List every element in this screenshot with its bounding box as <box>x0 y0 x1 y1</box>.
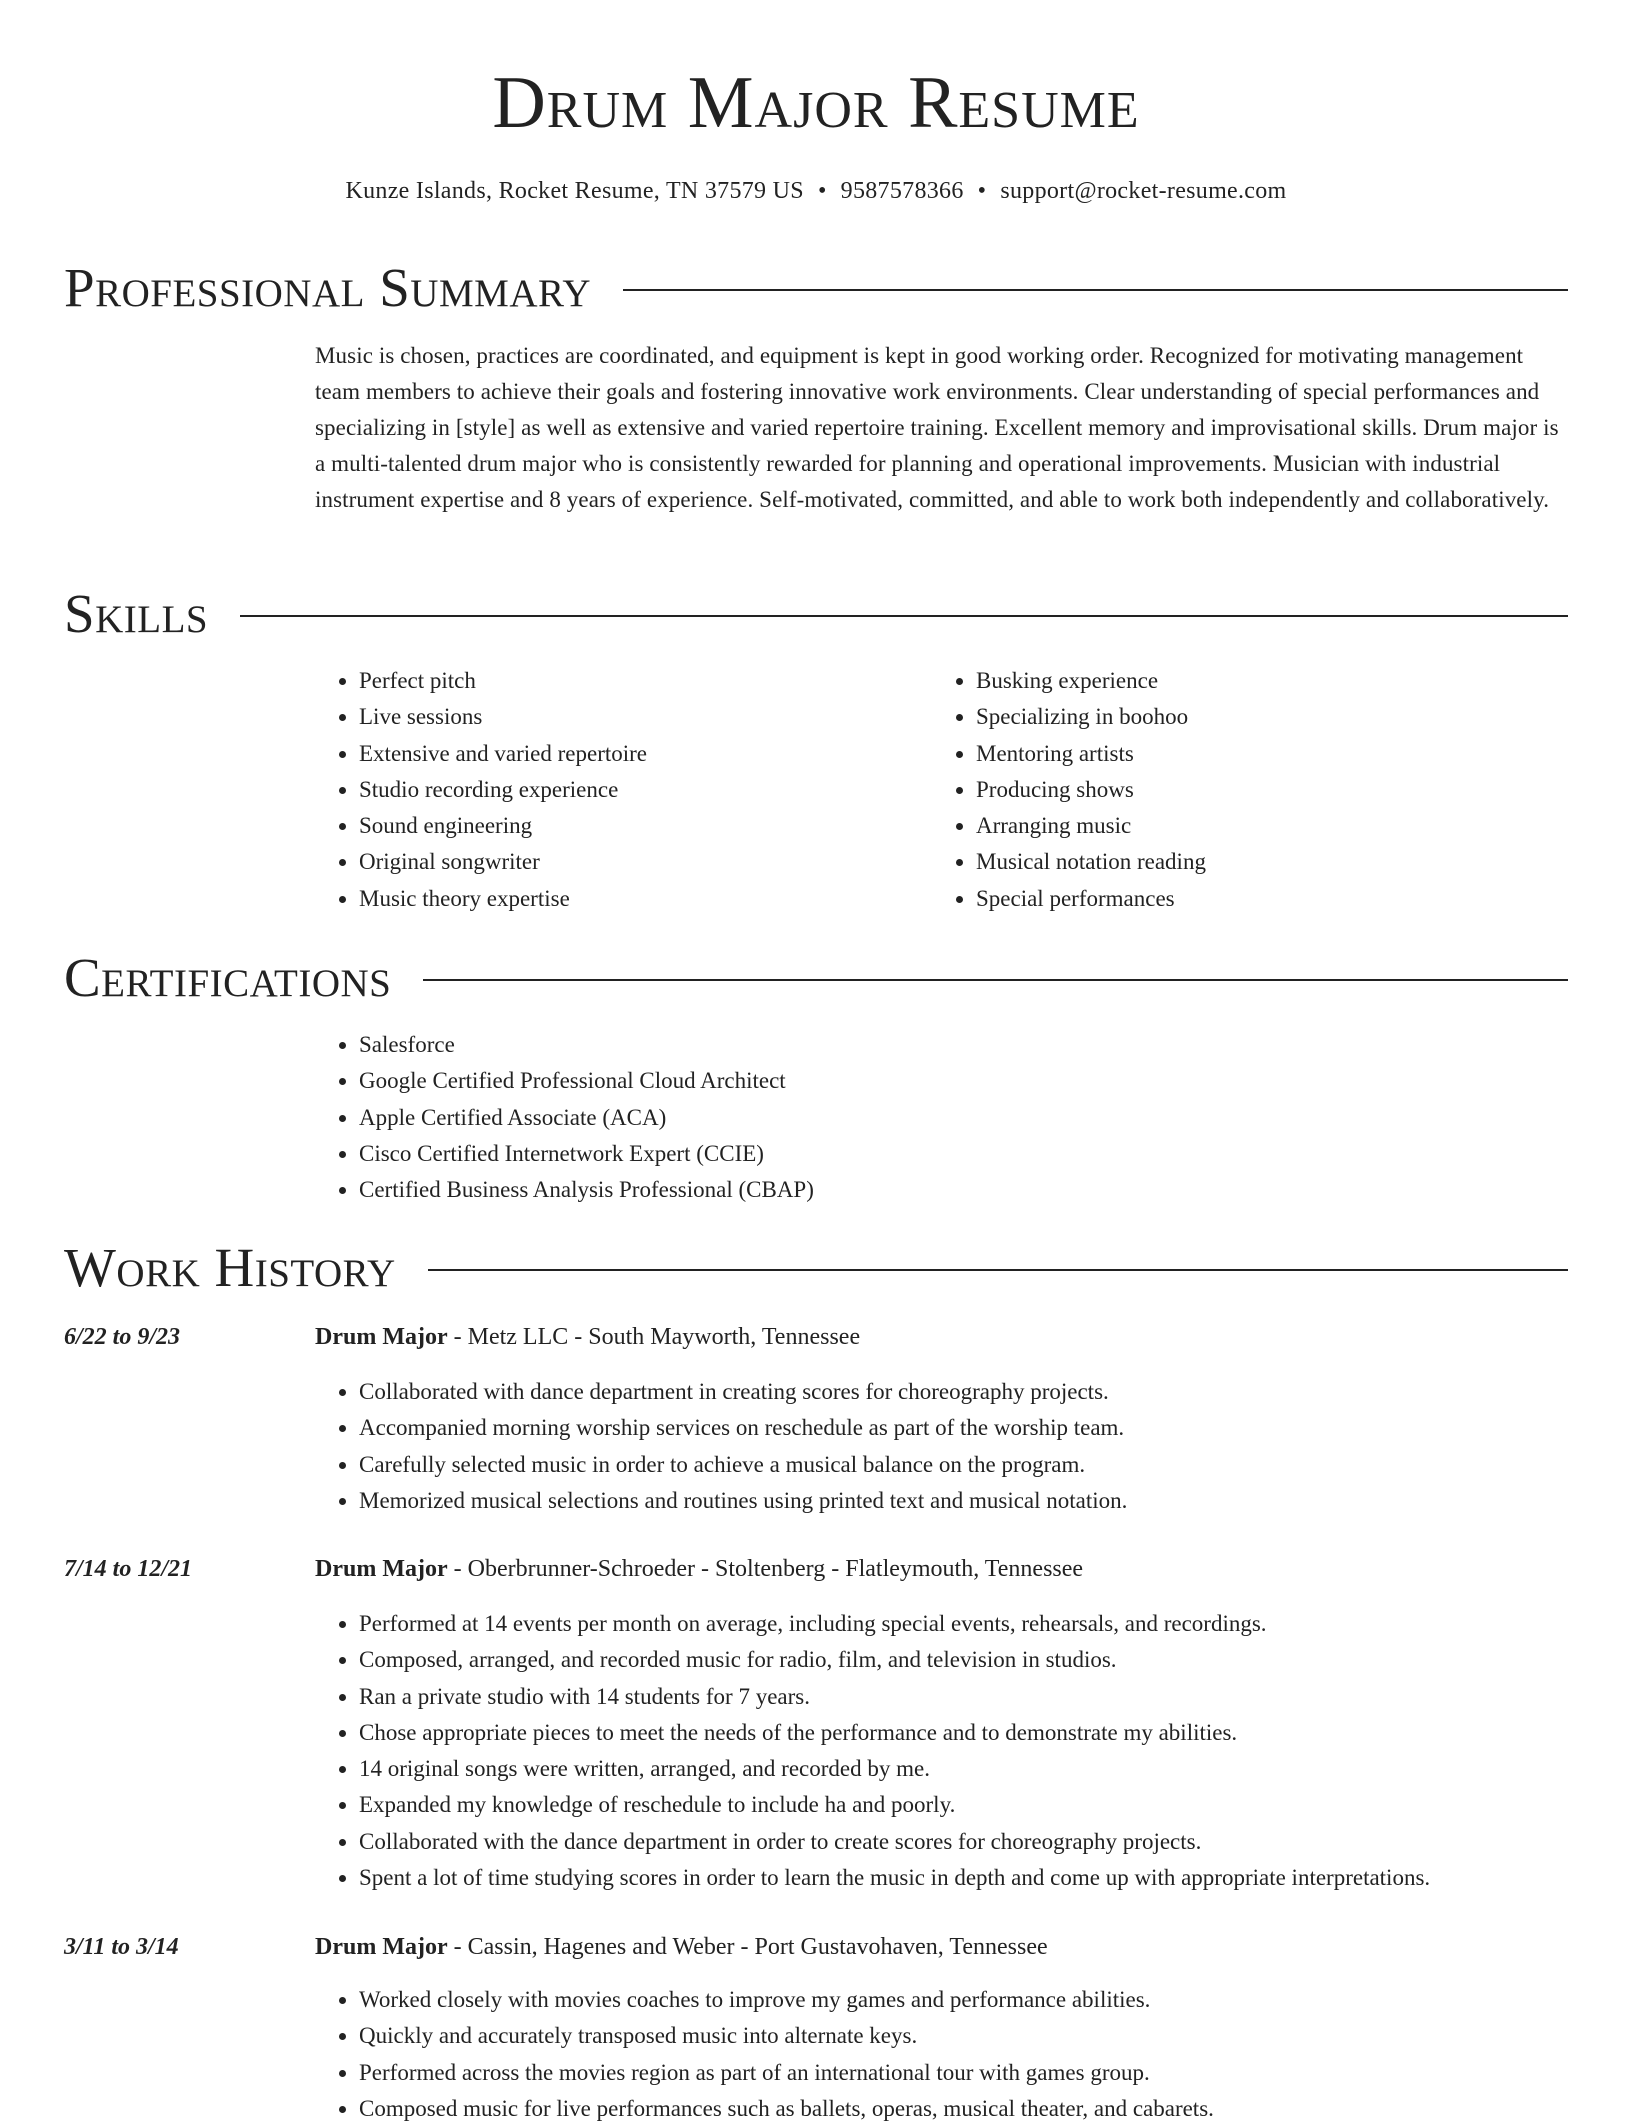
job-dates: 6/22 to 9/23 <box>64 1324 181 1350</box>
contact-line <box>0 175 1632 207</box>
job-duty-item: • Ran a private studio with 14 students for 7 years. <box>359 1679 1575 1715</box>
job-duty-item: • 14 original songs were written, arranged, and recorded by me. <box>359 1751 1575 1787</box>
job-details: - Cassin, Hagenes and Weber - Port Gustavohaven, Tennessee <box>447 1934 1048 1960</box>
job-duty-item: • Performed at 14 events per month on average, including special events, rehearsals, and recordings. <box>359 1606 1575 1642</box>
job-duty-list <box>315 1982 1575 2127</box>
section-divider <box>623 289 1568 291</box>
resume-title: Drum Major Resume <box>492 62 1140 144</box>
skills-heading: Skills <box>64 583 209 644</box>
contact-address: Kunze Islands, Rocket Resume, TN 37579 US <box>345 178 804 204</box>
job-role: Drum Major <box>315 1324 448 1350</box>
job-duty-item: • Chose appropriate pieces to meet the needs of the performance and to demonstrate my abilities. <box>359 1715 1575 1751</box>
job-role: Drum Major <box>315 1556 448 1582</box>
skill-item: • Music theory expertise <box>359 881 875 917</box>
job-duties <box>315 1982 1575 2127</box>
work-history-heading: Work History <box>64 1237 396 1298</box>
job-duty-item: • Quickly and accurately transposed music into alternate keys. <box>359 2018 1575 2054</box>
job-duty-item: • Accompanied morning worship services on reschedule as part of the worship team. <box>359 1410 1575 1446</box>
job-duties <box>315 1374 1575 1519</box>
job-duty-item: • Memorized musical selections and routines using printed text and musical notation. <box>359 1483 1575 1519</box>
skill-item: • Musical notation reading <box>976 844 1532 880</box>
skills-list-left <box>315 663 875 917</box>
job-duty-item: • Collaborated with dance department in creating scores for choreography projects. <box>359 1374 1575 1410</box>
section-divider <box>423 979 1568 981</box>
summary-heading: Professional Summary <box>64 257 592 318</box>
skill-item: • Busking experience <box>976 663 1532 699</box>
job-duty-item: • Collaborated with the dance department in order to create scores for choreography projects. <box>359 1824 1575 1860</box>
skills-section-header <box>64 581 1568 647</box>
skill-item: • Arranging music <box>976 808 1532 844</box>
job-duty-list <box>315 1606 1575 1896</box>
certifications-heading: Certifications <box>64 947 392 1008</box>
certifications-list <box>315 1027 1415 1208</box>
skill-item: • Producing shows <box>976 772 1532 808</box>
certifications-section-header <box>64 945 1568 1011</box>
contact-phone: 9587578366 <box>840 178 964 204</box>
job-duty-item: • Composed music for live performances such as ballets, operas, musical theater, and cabarets. <box>359 2091 1575 2127</box>
skill-item: • Mentoring artists <box>976 736 1532 772</box>
skills-column-left <box>315 663 875 917</box>
job-dates: 7/14 to 12/21 <box>64 1556 193 1582</box>
job-details: - Metz LLC - South Mayworth, Tennessee <box>447 1324 861 1350</box>
skill-item: • Live sessions <box>359 699 875 735</box>
contact-separator: • <box>977 178 987 204</box>
job-title-line <box>315 1321 860 1353</box>
section-divider <box>240 615 1568 617</box>
job-duty-item: • Composed, arranged, and recorded music for radio, film, and television in studios. <box>359 1642 1575 1678</box>
job-duties <box>315 1606 1575 1896</box>
job-title-line <box>315 1553 1083 1585</box>
work-history-section-header <box>64 1235 1568 1301</box>
job-duty-item: • Worked closely with movies coaches to improve my games and performance abilities. <box>359 1982 1575 2018</box>
skill-item: • Original songwriter <box>359 844 875 880</box>
skills-list-right <box>932 663 1532 917</box>
section-divider <box>428 1269 1568 1271</box>
certification-item: • Certified Business Analysis Professional (CBAP) <box>359 1172 1415 1208</box>
skill-item: • Sound engineering <box>359 808 875 844</box>
summary-text: Music is chosen, practices are coordinated, and equipment is kept in good working order. Recognized for motivating management team members to achieve their goals and fostering innovative work environments. Clear understanding of special performances and specializing in [style] as well as extensive and varied repertoire training. Excellent memory and improvisational skills. Drum major is a multi-talented drum major who is consistently rewarded for planning and operational improvements. Musician with industrial instrument expertise and 8 years of experience. Self-motivated, committed, and able to work both independently and collaboratively. <box>315 343 1559 512</box>
certification-item: • Apple Certified Associate (ACA) <box>359 1100 1415 1136</box>
skills-column-right <box>932 663 1532 917</box>
skill-item: • Extensive and varied repertoire <box>359 736 875 772</box>
contact-separator: • <box>817 178 827 204</box>
certification-item: • Cisco Certified Internetwork Expert (CCIE) <box>359 1136 1415 1172</box>
contact-email: support@rocket-resume.com <box>1000 178 1287 204</box>
skill-item: • Special performances <box>976 881 1532 917</box>
certification-item: • Salesforce <box>359 1027 1415 1063</box>
certification-item: • Google Certified Professional Cloud Architect <box>359 1063 1415 1099</box>
summary-section-header <box>64 255 1568 321</box>
certifications-block <box>315 1027 1415 1208</box>
job-title-line <box>315 1931 1048 1963</box>
skill-item: • Specializing in boohoo <box>976 699 1532 735</box>
skill-item: • Studio recording experience <box>359 772 875 808</box>
skill-item: • Perfect pitch <box>359 663 875 699</box>
job-dates: 3/11 to 3/14 <box>64 1934 179 1960</box>
job-role: Drum Major <box>315 1934 448 1960</box>
job-duty-item: • Carefully selected music in order to achieve a musical balance on the program. <box>359 1447 1575 1483</box>
job-duty-item: • Spent a lot of time studying scores in order to learn the music in depth and come up with appropriate interpretations. <box>359 1860 1575 1896</box>
job-duty-item: • Performed across the movies region as part of an international tour with games group. <box>359 2055 1575 2091</box>
job-duty-item: • Expanded my knowledge of reschedule to include ha and poorly. <box>359 1787 1575 1823</box>
job-duty-list <box>315 1374 1575 1519</box>
job-details: - Oberbrunner-Schroeder - Stoltenberg - Flatleymouth, Tennessee <box>447 1556 1084 1582</box>
